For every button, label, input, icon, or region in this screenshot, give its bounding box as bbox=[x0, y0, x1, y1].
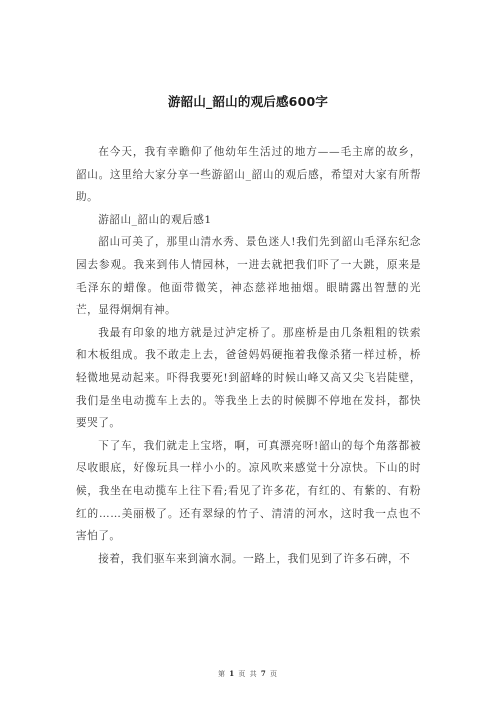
footer-suffix: 页 bbox=[269, 670, 278, 678]
body-paragraph: 韶山可美了，那里山清水秀、景色迷人!我们先到韶山毛泽东纪念园去参观。我来到伟人情园林，一进去就把我们吓了一大跳，原来是毛泽东的蜡像。他面带微笑，神态慈祥地抽烟。眼睛露出智慧的光芒，显得炯炯有神。 bbox=[76, 236, 421, 317]
intro-paragraph: 在今天，我有幸瞻仰了他幼年生活过的地方——毛主席的故乡，韶山。这里给大家分享一些游韶山_韶山的观后感，希望对大家有所帮助。 bbox=[76, 146, 421, 204]
body-paragraph: 我最有印象的地方就是过泸定桥了。那座桥是由几条粗粗的铁索和木板组成。我不敢走上去，爸爸妈妈硬拖着我像杀猪一样过桥，桥轻微地晃动起来。吓得我要死!到韶峰的时候山峰又高又尖飞岩陡壁，我们是坐电动揽车上去的。等我坐上去的时候脚不停地在发抖，都快要哭了。 bbox=[76, 326, 421, 430]
section-heading: 游韶山_韶山的观后感1 bbox=[98, 213, 212, 226]
footer-middle: 页 共 bbox=[238, 670, 258, 678]
body-paragraph: 接着，我们驱车来到滴水洞。一路上，我们见到了许多石碑，不 bbox=[98, 552, 411, 565]
document-title: 游韶山_韶山的观后感600字 bbox=[167, 94, 329, 109]
body-paragraph: 下了车，我们就走上宝塔，啊，可真漂亮呀!韶山的每个角落都被尽收眼底，好像玩具一样小小的。凉风吹来感觉十分凉快。下山的时候，我坐在电动揽车上往下看;看见了许多花，有红的、有紫的、有粉红的……美丽极了。还有翠绿的竹子、清清的河水，这时我一点也不害怕了。 bbox=[76, 439, 421, 543]
document-body bbox=[76, 141, 421, 570]
footer-prefix: 第 bbox=[218, 670, 227, 678]
current-page-number: 1 bbox=[229, 669, 236, 678]
total-pages-number: 7 bbox=[260, 669, 267, 678]
page-footer bbox=[0, 669, 496, 679]
